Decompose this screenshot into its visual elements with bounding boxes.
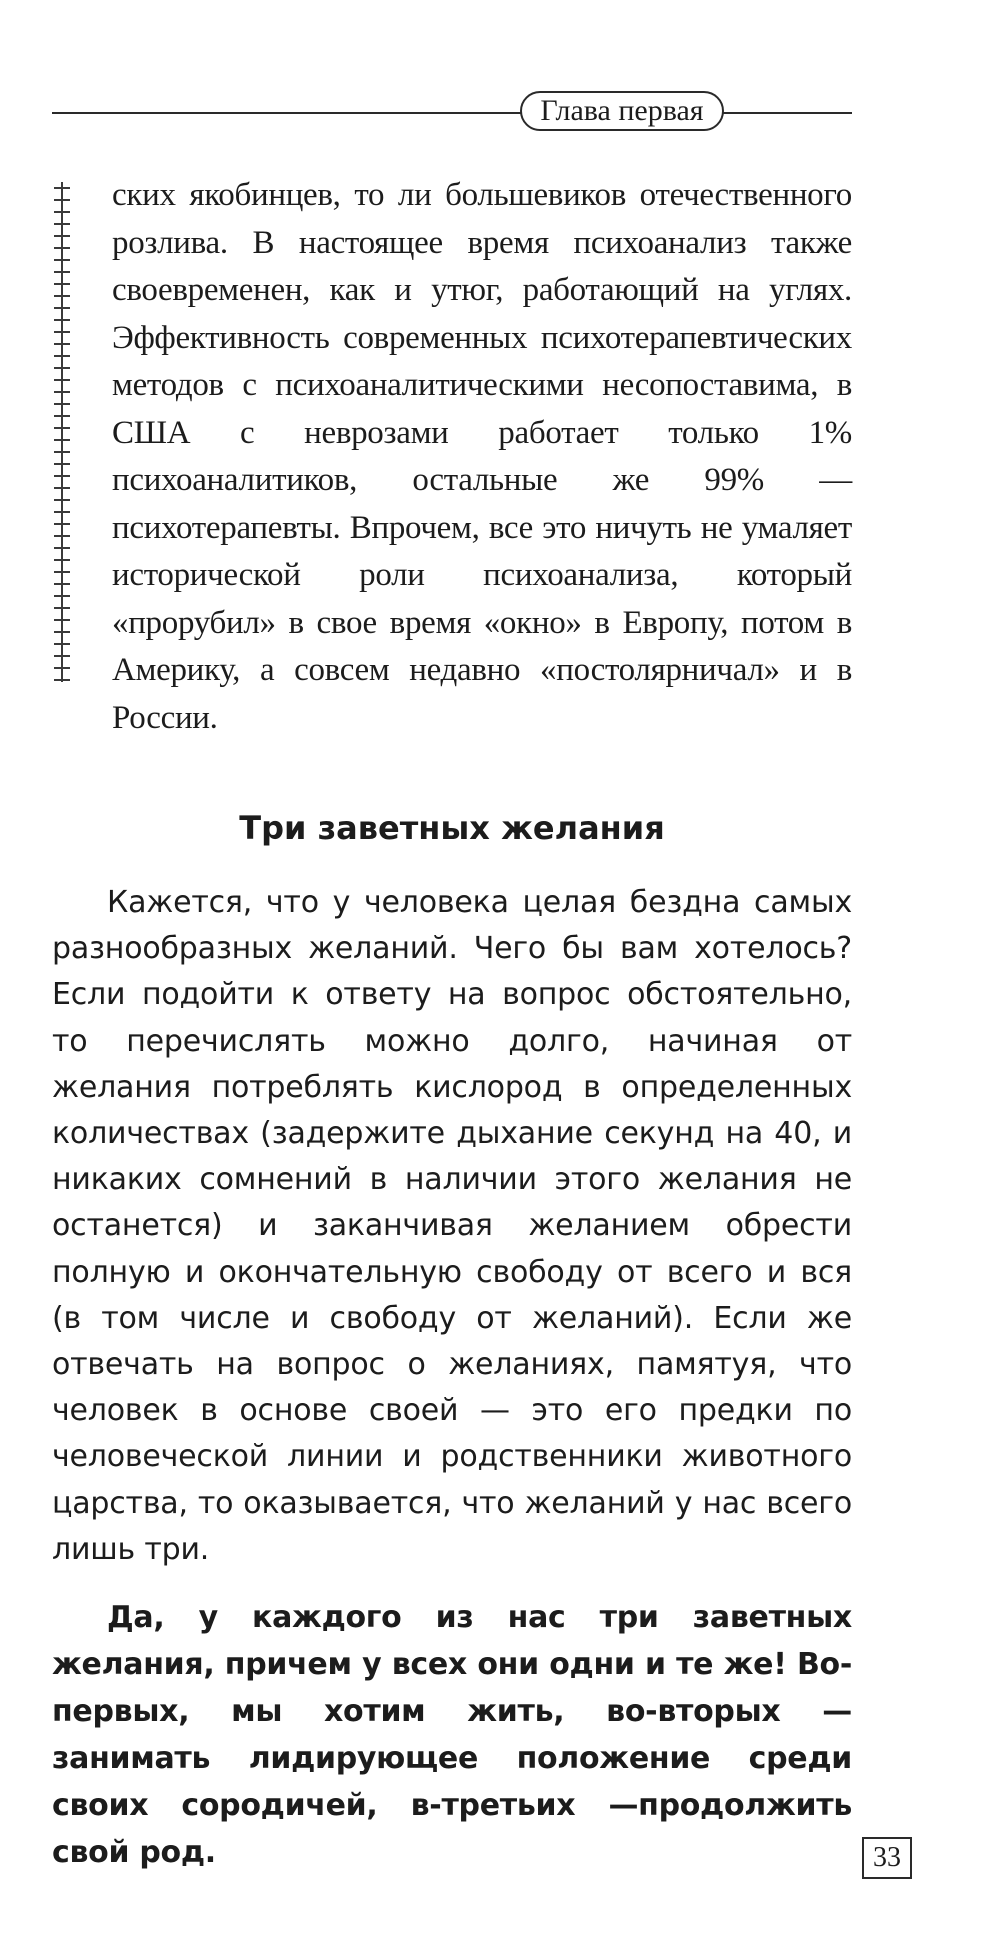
header-rule-right	[722, 112, 852, 114]
chapter-header: Глава первая	[520, 91, 724, 131]
page-number: 33	[862, 1837, 912, 1879]
header-rule-left	[52, 112, 522, 114]
section-title: Три заветных желания	[239, 809, 665, 847]
paragraph-1: Кажется, что у человека целая бездна самых разнообразных желаний. Чего бы вам хотелось? Если подойти к ответу на вопрос обстоятельно, то перечислять можно долго, начиная от желания потреблять кислород в определенных количествах (задержите дыхание секунд на 40, и никаких сомнений в наличии этого желания не останется) и заканчивая желанием обрести полную и окончательную свободу от всего и вся (в том числе и свободу от желаний). Если же отвечать на вопрос о желаниях, памятуя, что человек в основе своей — это его предки по человеческой линии и родственники животного царства, то оказывается, что желаний у нас всего лишь три.	[52, 885, 852, 1567]
vertical-ornament	[54, 182, 70, 682]
paragraph-2-bold: Да, у каждого из нас три заветных желания, причем у всех они одни и те же! Во-первых, мы хотим жить, во-вторых — занимать лидирующее положение среди своих сородичей, в-третьих —продолжить свой род.	[52, 1600, 852, 1870]
continuation-paragraph: ских якобинцев, то ли большевиков отечественного розлива. В настоящее время психоанализ также своевременен, как и утюг, работающий на углях. Эффективность современных психотерапевтических методов с психоаналитическими несопоставима, в США с неврозами работает только 1% психоаналитиков, остальные же 99% — психотерапевты. Впрочем, все это ничуть не умаляет исторической роли психоанализа, который «прорубил» в свое время «окно» в Европу, потом в Америку, а совсем недавно «постолярничал» и в России.	[112, 177, 852, 736]
